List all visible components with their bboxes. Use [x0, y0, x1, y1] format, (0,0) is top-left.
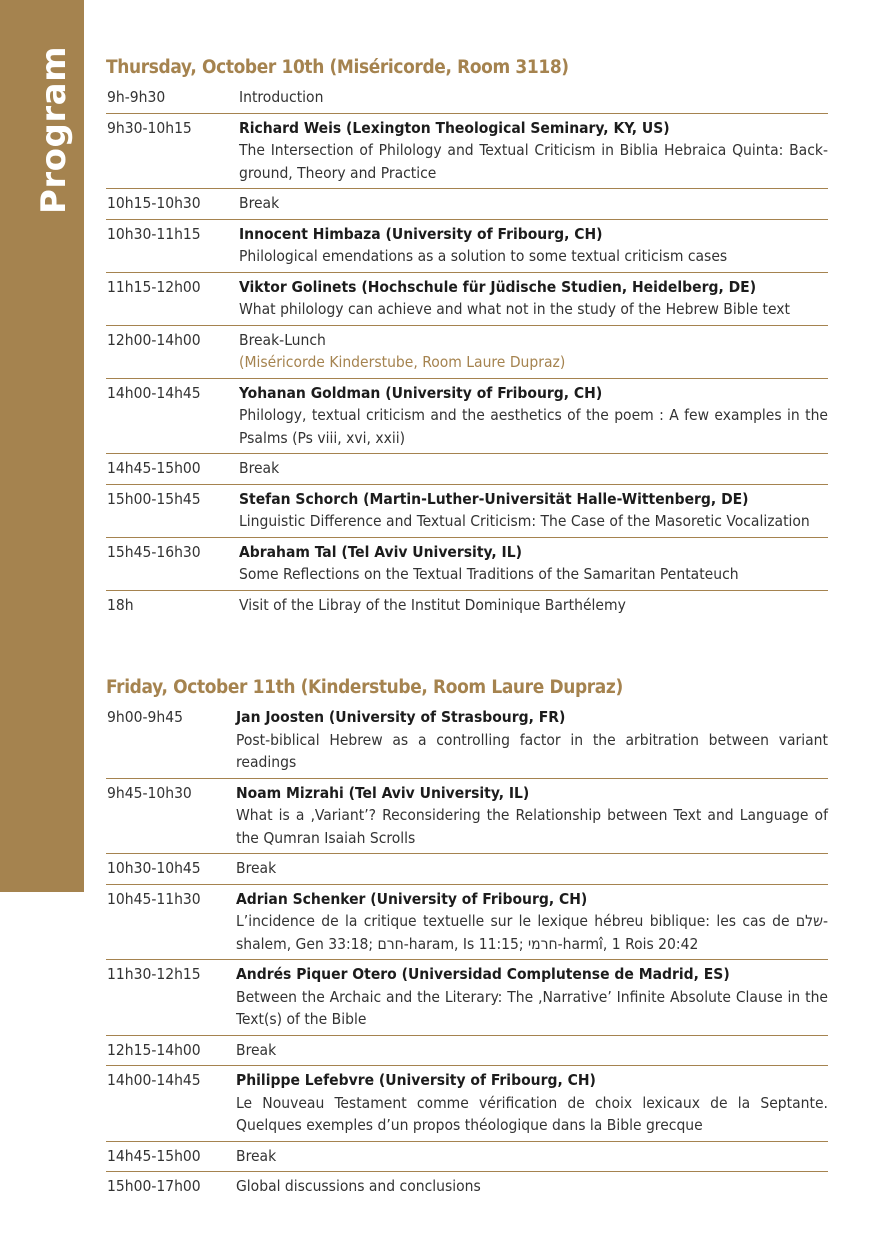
session-time: 10h45-11h30 [107, 889, 201, 908]
session-speaker: Jan Joosten (University of Strasbourg, FR) [236, 708, 566, 726]
day-heading: Thursday, October 10th (Miséricorde, Room 3118) [106, 57, 569, 78]
session-title: Introduction [239, 88, 324, 106]
session-title: Break [236, 859, 277, 877]
session-speaker: Yohanan Goldman (University of Fribourg, CH) [239, 383, 603, 402]
session-content [239, 488, 828, 533]
session-speaker: Noam Mizrahi (Tel Aviv University, IL) [236, 783, 530, 802]
schedule-row [106, 703, 828, 779]
session-location-note: (Miséricorde Kinderstube, Room Laure Dupraz) [239, 353, 566, 371]
session-speaker: Viktor Golinets (Hochschule für Jüdische Studien, Heidelberg, DE) [239, 277, 757, 296]
session-time: 10h30-11h15 [107, 224, 201, 243]
session-speaker: Adrian Schenker (University of Fribourg, CH) [236, 889, 588, 908]
schedule-row [106, 379, 828, 455]
session-title: Break [239, 194, 280, 212]
session-time: 14h45-15h00 [107, 1146, 201, 1165]
schedule-row [106, 538, 828, 591]
session-content [236, 706, 828, 774]
session-content [236, 1039, 828, 1062]
session-content [236, 963, 828, 1031]
schedule-row [106, 779, 828, 855]
schedule-row [106, 1142, 828, 1173]
session-title: Post-biblical Hebrew as a controlling factor in the arbitration between variant readings [236, 730, 828, 771]
session-time: 11h30-12h15 [107, 965, 201, 983]
session-time: 14h45-15h00 [107, 459, 201, 477]
session-time: 10h30-10h45 [107, 859, 201, 877]
session-time: 15h00-17h00 [107, 1177, 201, 1195]
session-time: 9h-9h30 [107, 88, 166, 106]
session-content [239, 117, 828, 185]
schedule-row [106, 114, 828, 190]
session-speaker: Philippe Lefebvre (University of Fribourg, CH) [236, 1071, 596, 1089]
session-title: Global discussions and conclusions [236, 1177, 481, 1195]
session-content [239, 192, 828, 215]
session-title: Le Nouveau Testament comme vérification de choix lexicaux de la Septante. Quelques exemples d’un propos théologique dans la Bible grecque [236, 1093, 828, 1134]
session-title: Between the Archaic and the Literary: The ‚Narrative’ Infinite Absolute Clause in the Text(s) of the Bible [236, 987, 828, 1028]
session-time: 14h00-14h45 [107, 383, 201, 402]
session-content [239, 329, 828, 374]
session-time: 14h00-14h45 [107, 1071, 201, 1089]
schedule-list [106, 83, 828, 620]
schedule-row [106, 273, 828, 326]
session-content [236, 1145, 828, 1168]
session-title: Break [239, 459, 280, 477]
day-thursday [106, 53, 828, 620]
session-speaker: Andrés Piquer Otero (Universidad Complutense de Madrid, ES) [236, 965, 730, 983]
session-time: 9h00-9h45 [107, 708, 183, 726]
session-time: 15h45-16h30 [107, 542, 201, 561]
session-content [239, 86, 828, 109]
schedule-row [106, 591, 828, 621]
schedule-row [106, 485, 828, 538]
session-speaker: Richard Weis (Lexington Theological Seminary, KY, US) [239, 118, 670, 137]
session-content [236, 1069, 828, 1137]
session-time: 12h15-14h00 [107, 1040, 201, 1059]
session-time: 10h15-10h30 [107, 194, 201, 212]
session-speaker: Innocent Himbaza (University of Fribourg, CH) [239, 224, 603, 243]
session-title: Break [236, 1146, 277, 1165]
session-time: 15h00-15h45 [107, 489, 201, 508]
schedule-row [106, 1066, 828, 1142]
session-time: 18h [107, 595, 134, 614]
schedule-list [106, 703, 828, 1202]
schedule-row [106, 1036, 828, 1067]
session-content [239, 541, 828, 586]
session-title: What philology can achieve and what not in the study of the Hebrew Bible text [239, 300, 790, 318]
schedule-row [106, 885, 828, 961]
session-time: 12h00-14h00 [107, 330, 201, 349]
session-content [239, 223, 828, 268]
session-content [236, 888, 828, 956]
schedule-row [106, 326, 828, 379]
session-title: Break [236, 1040, 277, 1059]
schedule-row [106, 83, 828, 114]
schedule-row [106, 220, 828, 273]
session-title: L’incidence de la critique textuelle sur le lexique hébreu biblique: les cas de שלם-shalem, Gen 33:18; חרם-haram, Is 11:15; חרמי-harmî, 1 Rois 20:42 [236, 912, 828, 953]
session-title: Break-Lunch [239, 330, 326, 349]
session-time: 9h30-10h15 [107, 118, 192, 137]
session-title: What is a ‚Variant’? Reconsidering the Relationship between Text and Language of the Qumran Isaiah Scrolls [236, 806, 828, 847]
session-content [239, 457, 828, 480]
session-time: 11h15-12h00 [107, 277, 201, 296]
session-time: 9h45-10h30 [107, 783, 192, 802]
session-title: Philological emendations as a solution to some textual criticism cases [239, 247, 728, 265]
schedule-row [106, 1172, 828, 1202]
day-friday [106, 673, 828, 1202]
schedule-row [106, 189, 828, 220]
session-content [239, 382, 828, 450]
session-speaker: Stefan Schorch (Martin-Luther-Universität Halle-Wittenberg, DE) [239, 489, 749, 508]
session-content [239, 594, 828, 617]
session-title: Visit of the Libray of the Institut Dominique Barthélemy [239, 595, 626, 614]
session-title: Philology, textual criticism and the aesthetics of the poem : A few examples in the Psalms (Ps viii, xvi, xxii) [239, 406, 828, 447]
session-title: The Intersection of Philology and Textual Criticism in Biblia Hebraica Quinta: Background, Theory and Practice [239, 141, 828, 182]
session-content [236, 782, 828, 850]
schedule-row [106, 854, 828, 885]
schedule-row [106, 454, 828, 485]
sidebar-band [0, 0, 84, 892]
session-title: Linguistic Difference and Textual Criticism: The Case of the Masoretic Vocalization [239, 512, 810, 530]
schedule-row [106, 960, 828, 1036]
session-title: Some Reflections on the Textual Traditions of the Samaritan Pentateuch [239, 565, 739, 583]
sidebar-title: Program [34, 45, 74, 215]
session-speaker: Abraham Tal (Tel Aviv University, IL) [239, 542, 522, 561]
day-heading: Friday, October 11th (Kinderstube, Room Laure Dupraz) [106, 677, 623, 698]
session-content [236, 857, 828, 880]
session-content [236, 1175, 828, 1198]
session-content [239, 276, 828, 321]
